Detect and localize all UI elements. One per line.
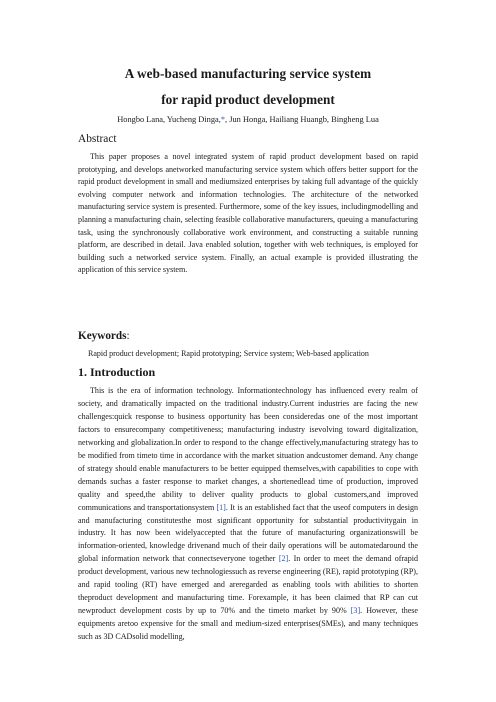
citation-link-2[interactable]: [2] <box>278 554 289 564</box>
paper-title-line-1: A web-based manufacturing service system <box>124 66 372 81</box>
intro-text-part-4: . However, these equipments aretoo expensive for the small and medium-sized enterprises(SMEs), and many techniques such as 3D CADsolid modelling, <box>78 606 418 642</box>
citation-link-3[interactable]: [3] <box>350 606 361 616</box>
keywords-heading <box>78 330 130 342</box>
intro-text-part-3: . In order to meet the demand ofrapid product development, various new technologiessuch as reverse engineering (RE), rapid prototyping (RP), and rapid tooling (RT) have emerged and areregarded as enabling tools with abilities to shorten theproduct development and manufacturing time. Forexample, it has been claimed that RP can cut newproduct development costs by up to 70% and the timeto market by 90% <box>78 554 418 616</box>
keywords-heading-label: Keywords <box>78 330 127 342</box>
keywords-text: Rapid product development; Rapid prototyping; Service system; Web-based application <box>88 349 369 358</box>
introduction-heading: 1. Introduction <box>78 365 156 379</box>
corresponding-author-mark[interactable]: * <box>220 115 226 124</box>
authors-text-2: , Jun Honga, Hailiang Huangb, Bingheng Lua <box>225 115 379 124</box>
intro-text-part-1: This is the era of information technology. Informationtechnology has influenced every realm of society, and dramatically impacted on the traditional industry.Current industries are facing the new challenges:quick response to business opportunity has been consideredas one of the most important factors to ensurecompany competitiveness; manufacturing industry isevolving toward digitalization, networking and globalization.In order to respond to the change effectively,manufacturing strategy has to be modified from timeto time in accordance with the market situation andcustomer demand. Any change of strategy should enable manufacturers to be better equipped themselves,with capabilities to cope with demands suchas a faster response to market changes, a shortenedlead time of production, improved quality and speed,the ability to deliver quality products to global customers,and improved communications and transportationsystem <box>78 386 418 512</box>
intro-text-part-2: . It is an established fact that the useof computers in design and manufacturing constitutesthe most significant opportunity for substantial productivitygain in industry. It has now been widelyaccepted that the future of manufacturing organizationswill be information-oriented, knowledge drivenand much of their daily operations will be automatedaround the global information network that connectseveryone together <box>78 502 418 564</box>
keywords-colon: : <box>126 330 130 342</box>
citation-link-1[interactable]: [1] <box>216 502 226 512</box>
abstract-heading: Abstract <box>78 133 117 145</box>
author-list <box>0 115 496 124</box>
introduction-text <box>78 385 418 644</box>
paper-title-line-2: for rapid product development <box>161 92 335 107</box>
abstract-text: This paper proposes a novel integrated system of rapid product development based on rapid prototyping, and develops anetworked manufacturing service system which offers better support for the rapid product development in small and mediumsized enterprises by taking full advantage of the quickly evolving computer network and information technologies. The architecture of the networked manufacturing service system is presented. Furthermore, some of the key issues, includingmodelling and planning a manufacturing chain, selecting feasible collaborative manufacturers, queuing a manufacturing task, using the synchronously collaborative work environment, and constructing a suitable running platform, are described in detail. Java enabled solution, together with web techniques, is employed for building such a networked service system. Finally, an actual example is provided illustrating the application of this service system. <box>78 152 418 275</box>
authors-text-1: Hongbo Lana, Yucheng Dinga, <box>117 115 221 124</box>
